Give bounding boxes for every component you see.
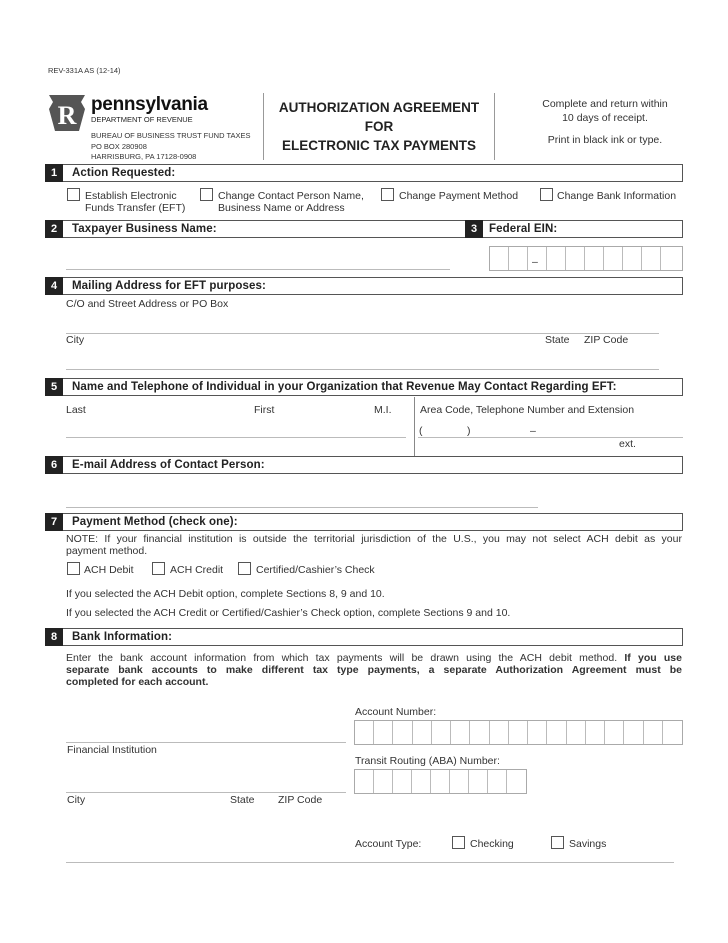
logo-letter: R: [57, 101, 77, 130]
city-state-zip-field[interactable]: [66, 369, 659, 370]
change-bank-info-label: Change Bank Information: [557, 190, 677, 202]
business-name-field[interactable]: [66, 269, 450, 270]
routing-number-label: Transit Routing (ABA) Number:: [355, 755, 500, 767]
savings-checkbox[interactable]: [551, 836, 564, 849]
checking-label: Checking: [470, 838, 514, 850]
phone-paren-open: (: [419, 425, 423, 437]
title-line: FOR: [364, 119, 394, 134]
financial-institution-label: Financial Institution: [67, 744, 157, 756]
checking-checkbox[interactable]: [452, 836, 465, 849]
middle-initial-label: M.I.: [374, 404, 392, 416]
form-title: [263, 93, 495, 160]
section-number: 3: [465, 220, 483, 238]
section-4-header: [45, 277, 683, 295]
divider: [414, 397, 415, 456]
section-5-header: [45, 378, 683, 396]
section-title: E-mail Address of Contact Person:: [72, 459, 265, 471]
section-3-header: [465, 220, 683, 238]
establish-eft-checkbox[interactable]: [67, 188, 80, 201]
bank-city-label: City: [67, 794, 86, 806]
extension-label: ext.: [619, 438, 636, 450]
section-title: Mailing Address for EFT purposes:: [72, 280, 266, 292]
agency-name: pennsylvania: [91, 94, 208, 115]
section-number: 1: [45, 164, 63, 182]
certified-check-checkbox[interactable]: [238, 562, 251, 575]
section-number: 5: [45, 378, 63, 396]
form-number: REV-331A AS (12-14): [48, 66, 121, 75]
street-address-field[interactable]: [66, 333, 659, 334]
title-line: AUTHORIZATION AGREEMENT: [278, 100, 480, 115]
address-line: BUREAU OF BUSINESS TRUST FUND TAXES: [91, 131, 251, 140]
state-label: State: [545, 334, 570, 346]
ink-instructions: Print in black ink or type.: [547, 134, 663, 146]
section-number: 7: [45, 513, 63, 531]
section-title: Name and Telephone of Individual in your Organization that Revenue May Contact Regarding EFT:: [72, 381, 617, 393]
section-title: Taxpayer Business Name:: [72, 223, 217, 235]
change-payment-method-checkbox[interactable]: [381, 188, 394, 201]
establish-eft-label: Establish Electronic Funds Transfer (EFT): [85, 190, 186, 214]
federal-ein-field[interactable]: [489, 246, 683, 271]
section-title: Payment Method (check one):: [72, 516, 238, 528]
section-1-header: [45, 164, 683, 182]
change-contact-checkbox[interactable]: [200, 188, 213, 201]
payment-method-note: NOTE: If your financial institution is outside the territorial jurisdiction of the U.S., you may not select ACH debit as your payment method.: [66, 533, 682, 557]
change-contact-label: Change Contact Person Name, Business Name or Address: [218, 190, 364, 214]
address-line: PO BOX 280908: [91, 141, 147, 151]
address-line: HARRISBURG, PA 17128-0908: [91, 152, 197, 161]
section-2-header: [45, 220, 482, 238]
contact-name-field[interactable]: [66, 437, 406, 438]
ach-debit-checkbox[interactable]: [67, 562, 80, 575]
bank-city-state-zip-field[interactable]: [66, 792, 346, 793]
savings-label: Savings: [569, 838, 607, 850]
bank-zip-label: ZIP Code: [278, 794, 323, 806]
section-8-header: [45, 628, 683, 646]
phone-label: Area Code, Telephone Number and Extension: [420, 404, 635, 416]
section-7-header: [45, 513, 683, 531]
phone-paren-close: ): [467, 425, 471, 437]
ach-credit-checkbox[interactable]: [152, 562, 165, 575]
ach-debit-label: ACH Debit: [84, 564, 134, 576]
last-name-label: Last: [66, 404, 86, 416]
instruction-line: Complete and return within: [542, 98, 668, 110]
agency-department: DEPARTMENT OF REVENUE: [91, 115, 193, 124]
bank-info-intro: Enter the bank account information from which tax payments will be drawn using the ACH debit method. If you use separate bank accounts to make different tax type payments, a separate Authorization Agreement must be completed for each account.: [66, 652, 682, 688]
certified-check-label: Certified/Cashier’s Check: [256, 564, 375, 576]
ach-credit-label: ACH Credit: [170, 564, 224, 576]
ach-credit-instructions: If you selected the ACH Credit or Certified/Cashier’s Check option, complete Sections 9 and 10.: [66, 607, 511, 619]
phone-field[interactable]: [418, 437, 683, 438]
ein-dash: –: [532, 256, 538, 268]
title-line: ELECTRONIC TAX PAYMENTS: [281, 138, 477, 153]
first-name-label: First: [254, 404, 275, 416]
phone-dash: –: [530, 425, 536, 437]
section-title: Federal EIN:: [489, 223, 558, 235]
section-number: 4: [45, 277, 63, 295]
account-number-field[interactable]: [354, 720, 683, 745]
street-address-label: C/O and Street Address or PO Box: [66, 298, 229, 310]
account-type-label: Account Type:: [355, 838, 422, 850]
zip-label: ZIP Code: [584, 334, 629, 346]
section-title: Action Requested:: [72, 167, 176, 179]
city-label: City: [66, 334, 85, 346]
section-number: 2: [45, 220, 63, 238]
section-number: 8: [45, 628, 63, 646]
financial-institution-field[interactable]: [66, 742, 346, 743]
change-bank-info-checkbox[interactable]: [540, 188, 553, 201]
section-title: Bank Information:: [72, 631, 173, 643]
routing-number-field[interactable]: [354, 769, 527, 794]
agency-address: [91, 131, 250, 163]
account-number-label: Account Number:: [355, 706, 437, 718]
section-number: 6: [45, 456, 63, 474]
instruction-line: 10 days of receipt.: [562, 111, 648, 124]
return-instructions: [510, 98, 700, 125]
keystone-logo: [47, 93, 87, 133]
change-payment-method-label: Change Payment Method: [399, 190, 519, 202]
email-field[interactable]: [66, 507, 538, 508]
bottom-rule: [66, 862, 674, 863]
ach-debit-instructions: If you selected the ACH Debit option, complete Sections 8, 9 and 10.: [66, 588, 385, 600]
section-6-header: [45, 456, 683, 474]
bank-state-label: State: [230, 794, 255, 806]
